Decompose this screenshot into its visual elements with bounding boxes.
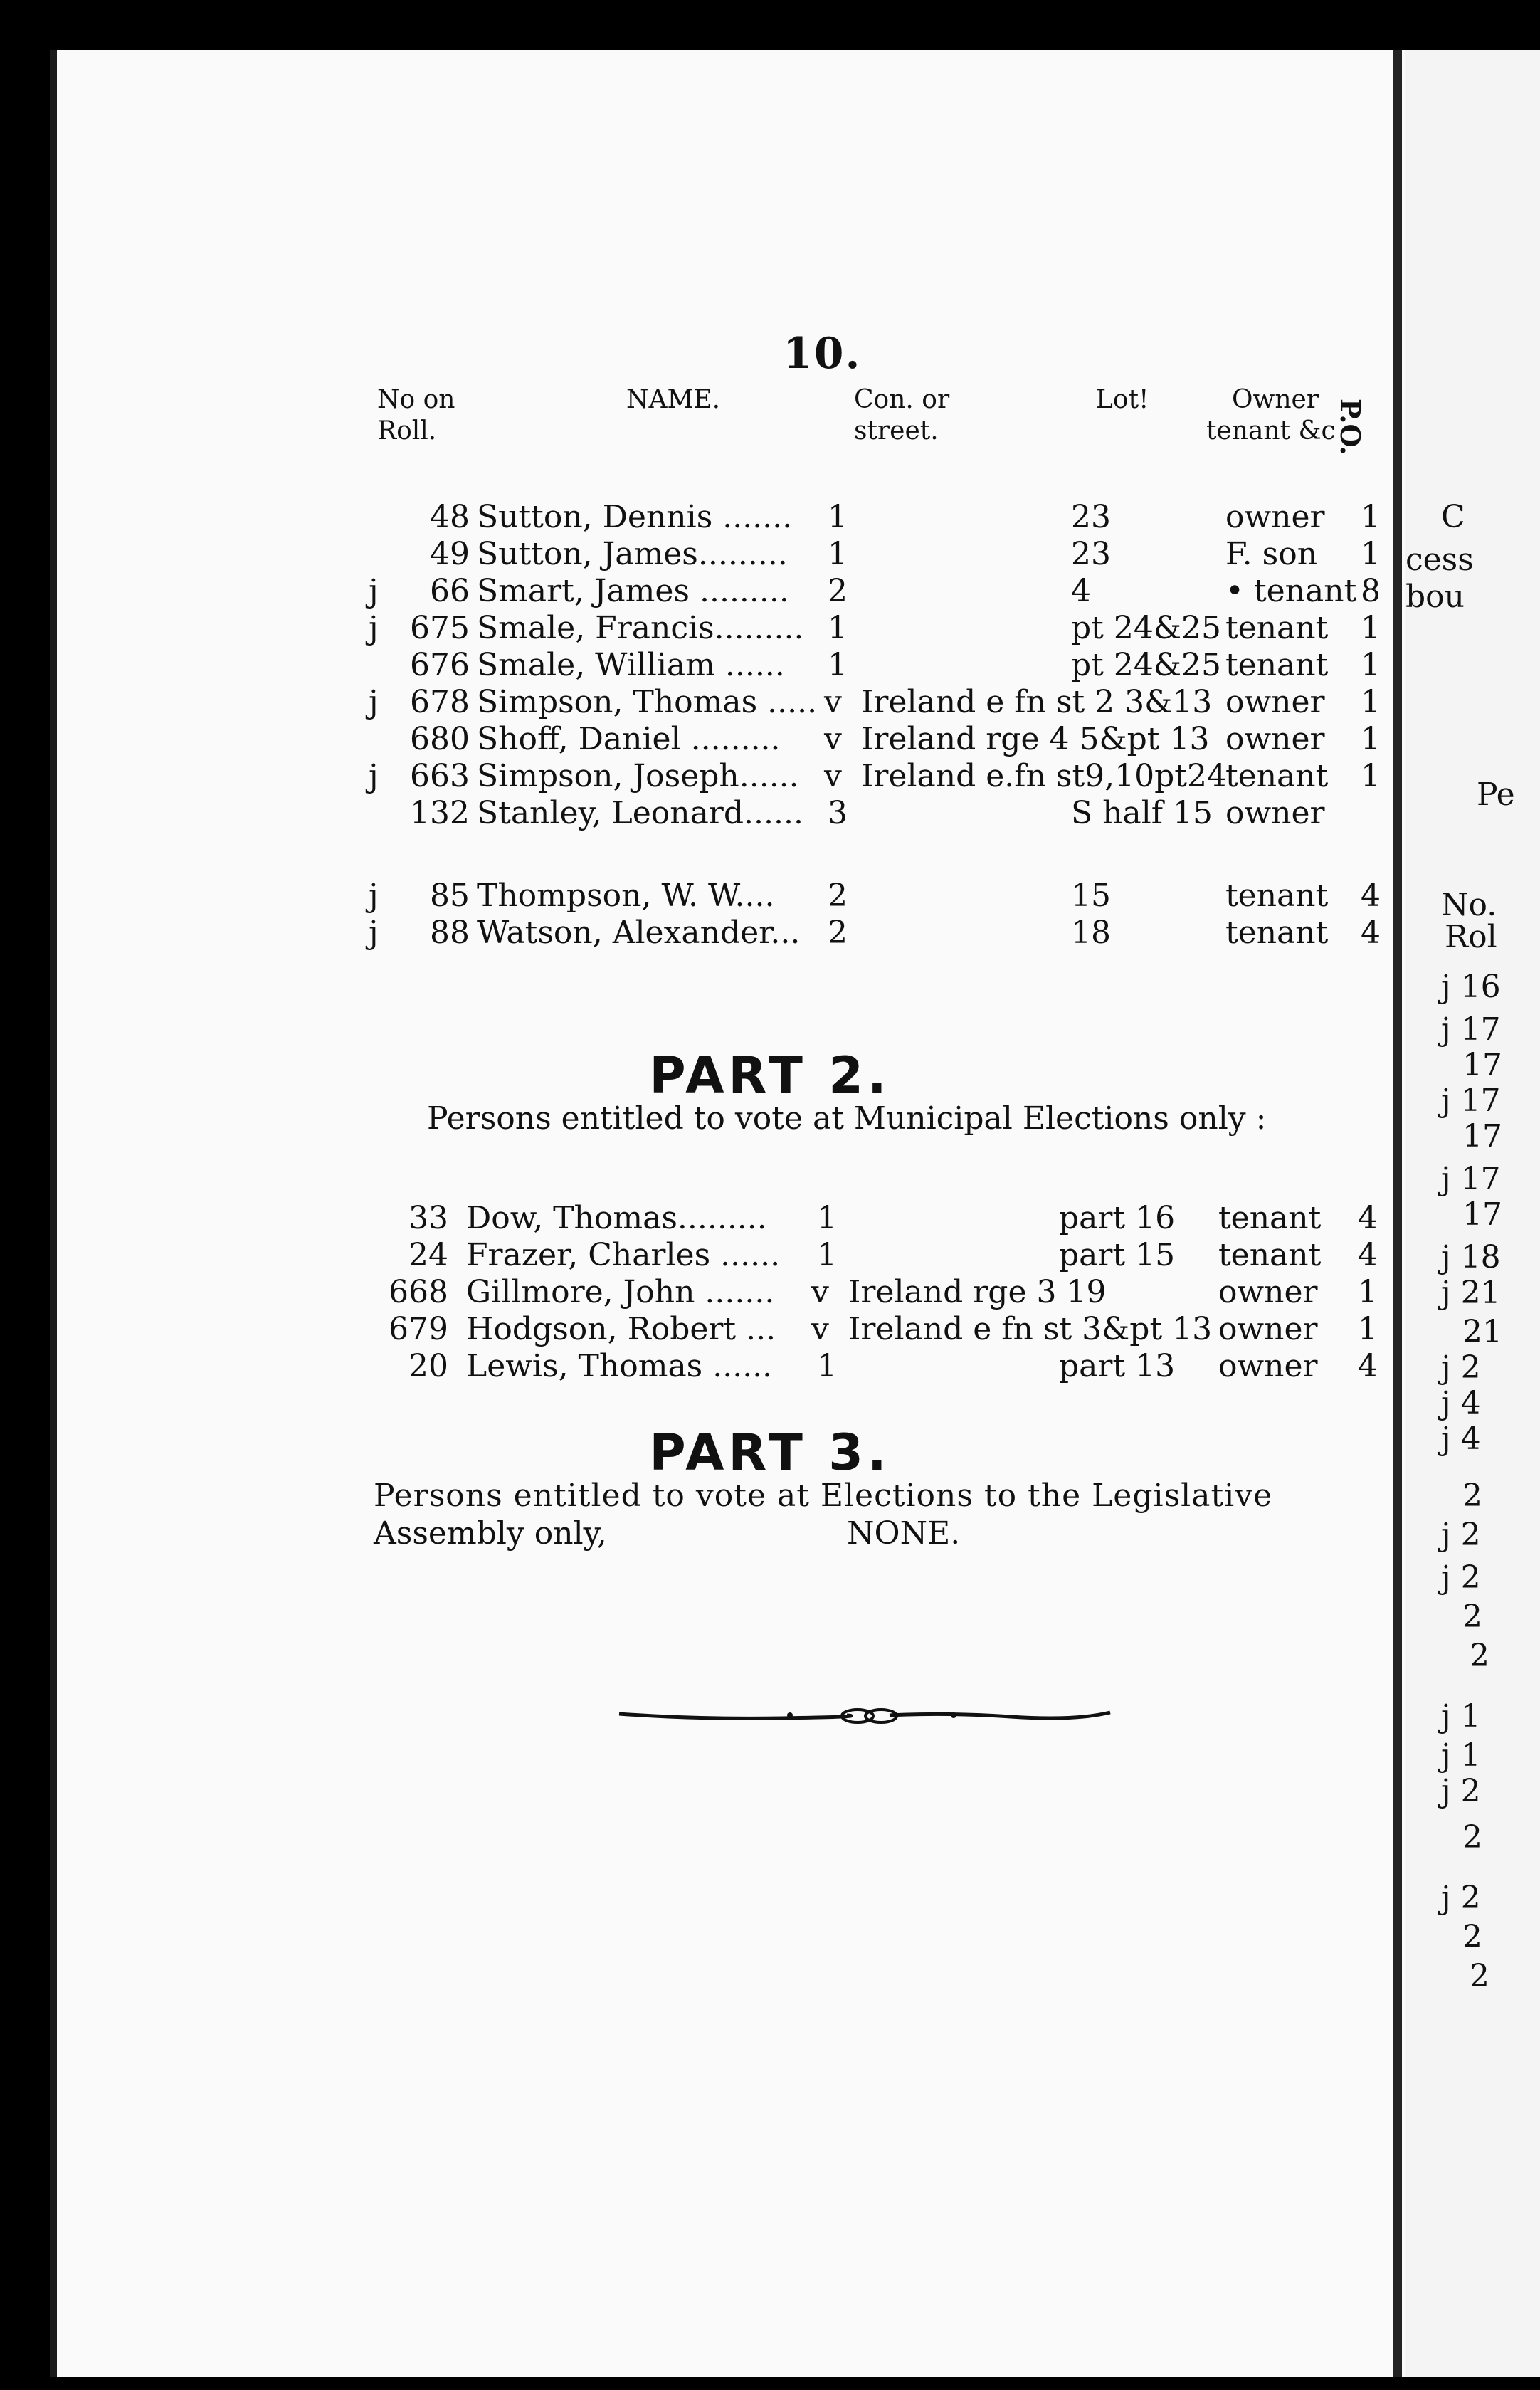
post-office: 1	[1358, 1274, 1378, 1310]
tenure-status: • tenant	[1225, 573, 1357, 609]
tenure-status: owner	[1218, 1348, 1318, 1384]
roll-row	[0, 1347, 1395, 1386]
adjacent-page-text: 2	[1470, 1638, 1489, 1674]
roll-row	[0, 1199, 1395, 1238]
roll-flag: j	[369, 684, 379, 720]
post-office: 1	[1361, 684, 1381, 720]
adjacent-page-text: j 16	[1441, 969, 1501, 1005]
post-office: 4	[1358, 1200, 1378, 1236]
part3-title: PART 3.	[649, 1423, 891, 1482]
roll-row	[0, 914, 1395, 952]
lot: 23	[1071, 536, 1111, 572]
roll-row	[0, 794, 1395, 833]
roll-row	[0, 572, 1395, 611]
lot: Ireland e.fn st9,10pt24	[861, 758, 1227, 794]
voter-name: Shoff, Daniel .........	[477, 721, 781, 757]
roll-row	[0, 1273, 1395, 1312]
voter-name: Smart, James .........	[477, 573, 789, 609]
adjacent-page-text: 17	[1462, 1047, 1502, 1083]
voter-name: Smale, William ......	[477, 647, 785, 683]
part3-line2-right: NONE.	[847, 1515, 961, 1552]
voter-name: Simpson, Thomas .....	[477, 684, 818, 720]
part2-title: PART 2.	[649, 1046, 891, 1105]
voter-name: Smale, Francis.........	[477, 610, 804, 646]
part2-subtitle: Persons entitled to vote at Municipal Elections only :	[427, 1100, 1267, 1137]
adjacent-page-text: j 17	[1441, 1083, 1501, 1119]
voter-name: Watson, Alexander...	[477, 915, 801, 951]
concession: v	[811, 1274, 829, 1310]
roll-number: 668	[389, 1274, 448, 1310]
adjacent-page-text: 21	[1462, 1314, 1502, 1350]
concession: v	[824, 684, 842, 720]
lot: pt 24&25	[1071, 647, 1221, 683]
header-po: P.O.	[1334, 399, 1366, 456]
adjacent-page-text: j 2	[1441, 1773, 1481, 1809]
post-office: 8	[1361, 573, 1381, 609]
adjacent-page-text: Pe	[1477, 777, 1515, 813]
voter-name: Dow, Thomas.........	[466, 1200, 767, 1236]
concession: 1	[817, 1348, 837, 1384]
lot: part 13	[1059, 1348, 1176, 1384]
adjacent-page-text: j 4	[1441, 1385, 1481, 1421]
tenure-status: owner	[1218, 1311, 1318, 1347]
lot: Ireland rge 3 19	[848, 1274, 1107, 1310]
concession: v	[824, 758, 842, 794]
adjacent-page-text: C	[1441, 499, 1465, 535]
concession: 3	[828, 795, 848, 831]
roll-number: 85	[430, 878, 470, 914]
post-office: 1	[1358, 1311, 1378, 1347]
ornament-divider	[612, 1694, 1124, 1737]
adjacent-page-text: j 4	[1441, 1421, 1481, 1457]
voter-name: Stanley, Leonard......	[477, 795, 803, 831]
roll-row	[0, 757, 1395, 796]
post-office: 4	[1358, 1348, 1378, 1384]
adjacent-page-text: j 17	[1441, 1011, 1501, 1048]
concession: v	[811, 1311, 829, 1347]
tenure-status: tenant	[1225, 758, 1329, 794]
roll-row	[0, 498, 1395, 537]
adjacent-page-text: 2	[1462, 1599, 1482, 1635]
adjacent-page-text: j 2	[1441, 1349, 1481, 1386]
post-office: 4	[1361, 878, 1381, 914]
tenure-status: owner	[1225, 499, 1325, 535]
lot: 15	[1071, 878, 1111, 914]
roll-row	[0, 683, 1395, 722]
lot: Ireland e fn st 2 3&13	[861, 684, 1213, 720]
voter-name: Sutton, James.........	[477, 536, 788, 572]
concession: v	[824, 721, 842, 757]
roll-number: 675	[410, 610, 470, 646]
concession: 1	[828, 647, 848, 683]
tenure-status: owner	[1225, 684, 1325, 720]
post-office: 4	[1358, 1237, 1378, 1273]
concession: 1	[828, 536, 848, 572]
roll-row	[0, 535, 1395, 574]
concession: 2	[828, 878, 848, 914]
post-office: 1	[1361, 721, 1381, 757]
roll-number: 132	[410, 795, 470, 831]
post-office: 1	[1361, 610, 1381, 646]
adjacent-page-text: 2	[1462, 1919, 1482, 1955]
post-office: 1	[1361, 536, 1381, 572]
tenure-status: tenant	[1218, 1237, 1322, 1273]
concession: 1	[817, 1200, 837, 1236]
tenure-status: tenant	[1225, 878, 1329, 914]
voter-name: Gillmore, John .......	[466, 1274, 775, 1310]
roll-number: 33	[408, 1200, 448, 1236]
adjacent-page-text: j 21	[1441, 1275, 1501, 1311]
roll-flag: j	[369, 610, 379, 646]
header-con-street: Con. or street.	[854, 385, 950, 446]
lot: pt 24&25	[1071, 610, 1221, 646]
roll-number: 20	[408, 1348, 448, 1384]
header-owner-tenant: Owner tenant &c	[1206, 385, 1336, 446]
header-no-on-roll: No on Roll.	[377, 385, 455, 446]
roll-flag: j	[369, 573, 379, 609]
adjacent-page-text: j 1	[1441, 1698, 1481, 1734]
header-name: NAME.	[626, 385, 721, 414]
tenure-status: owner	[1225, 795, 1325, 831]
lot: part 15	[1059, 1237, 1176, 1273]
adjacent-page-text: j 2	[1441, 1517, 1481, 1553]
voter-name: Simpson, Joseph......	[477, 758, 799, 794]
post-office: 1	[1361, 758, 1381, 794]
lot: Ireland rge 4 5&pt 13	[861, 721, 1210, 757]
adjacent-page-text: 17	[1462, 1118, 1502, 1154]
voter-name: Lewis, Thomas ......	[466, 1348, 773, 1384]
adjacent-page-fragment	[1405, 50, 1540, 2377]
adjacent-page-text: No.	[1441, 887, 1497, 923]
lot: Ireland e fn st 3&pt 13	[848, 1311, 1213, 1347]
concession: 1	[817, 1237, 837, 1273]
adjacent-page-text: j 2	[1441, 1880, 1481, 1916]
adjacent-page-text: bou	[1405, 579, 1465, 615]
roll-number: 680	[410, 721, 470, 757]
lot: 23	[1071, 499, 1111, 535]
post-office: 4	[1361, 915, 1381, 951]
roll-number: 88	[430, 915, 470, 951]
concession: 2	[828, 573, 848, 609]
tenure-status: tenant	[1225, 915, 1329, 951]
lot: part 16	[1059, 1200, 1176, 1236]
adjacent-page-text: Rol	[1445, 919, 1497, 955]
tenure-status: tenant	[1225, 647, 1329, 683]
roll-number: 49	[430, 536, 470, 572]
tenure-status: owner	[1218, 1274, 1318, 1310]
adjacent-page-text: 2	[1470, 1958, 1489, 1994]
adjacent-page-text: j 18	[1441, 1239, 1501, 1275]
roll-flag: j	[369, 915, 379, 951]
lot: S half 15	[1071, 795, 1213, 831]
voter-name: Hodgson, Robert ...	[466, 1311, 776, 1347]
adjacent-page-text: j 2	[1441, 1559, 1481, 1596]
roll-number: 24	[408, 1237, 448, 1273]
roll-row	[0, 609, 1395, 648]
roll-number: 66	[430, 573, 470, 609]
roll-flag: j	[369, 758, 379, 794]
roll-number: 679	[389, 1311, 448, 1347]
voter-name: Thompson, W. W....	[477, 878, 775, 914]
roll-row	[0, 720, 1395, 759]
lot: 4	[1071, 573, 1091, 609]
roll-row	[0, 877, 1395, 915]
roll-number: 676	[410, 647, 470, 683]
adjacent-page-text: cess	[1405, 542, 1474, 578]
lot: 18	[1071, 915, 1111, 951]
post-office: 1	[1361, 499, 1381, 535]
post-office: 1	[1361, 647, 1381, 683]
roll-row	[0, 1236, 1395, 1275]
tenure-status: tenant	[1225, 610, 1329, 646]
roll-row	[0, 1310, 1395, 1349]
adjacent-page-text: j 1	[1441, 1737, 1481, 1774]
voter-name: Sutton, Dennis .......	[477, 499, 793, 535]
adjacent-page-text: 17	[1462, 1196, 1502, 1233]
tenure-status: owner	[1225, 721, 1325, 757]
voter-name: Frazer, Charles ......	[466, 1237, 781, 1273]
concession: 2	[828, 915, 848, 951]
roll-flag: j	[369, 878, 379, 914]
header-lot: Lot!	[1096, 385, 1149, 414]
roll-number: 663	[410, 758, 470, 794]
roll-row	[0, 646, 1395, 685]
tenure-status: tenant	[1218, 1200, 1322, 1236]
adjacent-page-text: 2	[1462, 1478, 1482, 1514]
roll-number: 48	[430, 499, 470, 535]
roll-number: 678	[410, 684, 470, 720]
page-number: 10.	[783, 329, 862, 379]
part3-line1: Persons entitled to vote at Elections to the Legislative	[374, 1478, 1273, 1514]
concession: 1	[828, 610, 848, 646]
adjacent-page-text: 2	[1462, 1819, 1482, 1855]
adjacent-page-text: j 17	[1441, 1161, 1501, 1197]
tenure-status: F. son	[1225, 536, 1318, 572]
concession: 1	[828, 499, 848, 535]
part3-line2-left: Assembly only,	[374, 1515, 607, 1552]
